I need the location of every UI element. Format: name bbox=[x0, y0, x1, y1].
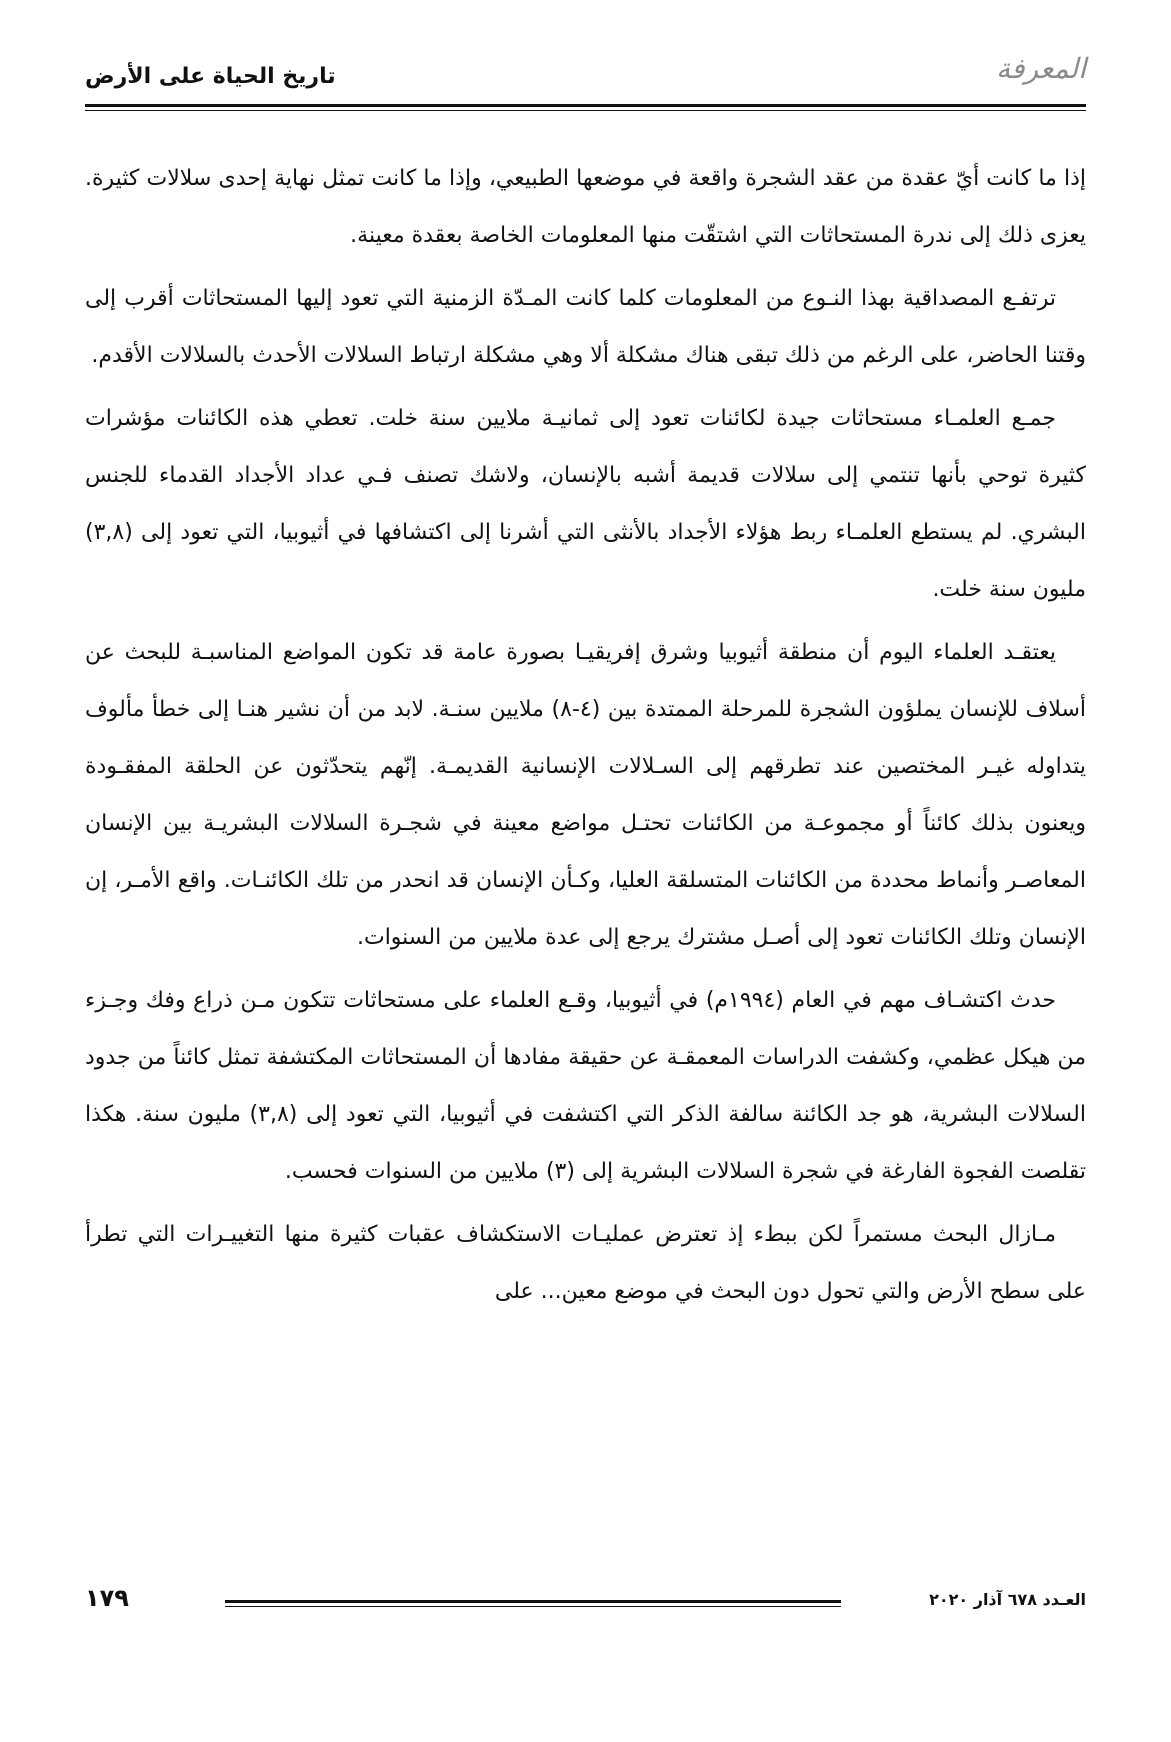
paragraph-3: جمـع العلمـاء مستحاثات جيدة لكائنات تعود إلى ثمانيـة ملايين سنة خلت. تعطي هذه الكائنات مؤشرات كثيرة توحي بأنها تنتمي إلى سلالات قديمة أشبه بالإنسان، ولاشك تصنف فـي عداد الأجداد القدماء للجنس البشري. لم يستطع العلمـاء ربط هؤلاء الأجداد بالأنثى التي أشرنا إلى اكتشافها في أثيوبيا، التي تعود إلى (٣,٨) مليون سنة خلت. bbox=[85, 406, 1086, 602]
paragraph-6: مـازال البحث مستمراً لكن ببطء إذ تعترض عمليـات الاستكشاف عقبات كثيرة منها التغييـرات التي تطرأ على سطح الأرض والتي تحول دون البحث في موضع معين... على bbox=[85, 1222, 1086, 1304]
page-number: ١٧٩ bbox=[85, 1584, 129, 1612]
header-rule-thin bbox=[85, 110, 1086, 111]
page-header bbox=[85, 44, 1086, 102]
header-rule-thick bbox=[85, 104, 1086, 107]
paragraph-4: يعتقـد العلماء اليوم أن منطقة أثيوبيا وشرق إفريقيـا بصورة عامة قد تكون المواضع المناسبـة للبحث عن أسلاف للإنسان يملؤون الشجرة للمرحلة الممتدة بين (٤-٨) ملايين سنـة. لابد من أن نشير هنـا إلى خطأ مألوف يتداوله غيـر المختصين عند تطرقهم إلى السـلالات الإنسانية القديمـة. إنّهم يتحدّثون عن الحلقة المفقـودة ويعنون بذلك كائناً أو مجموعـة من الكائنات تحتـل مواضع معينة في شجـرة السلالات البشريـة بين الإنسان المعاصـر وأنماط محددة من الكائنات المتسلقة العليا، وكـأن الإنسان قد انحدر من تلك الكائنـات. واقع الأمـر، إن الإنسان وتلك الكائنات تعود إلى أصـل مشترك يرجع إلى عدة ملايين من السنوات. bbox=[85, 640, 1086, 950]
page-footer bbox=[85, 1584, 1086, 1624]
footer-rule-thick bbox=[225, 1600, 841, 1603]
paragraph-5: حدث اكتشـاف مهم في العام (١٩٩٤م) في أثيوبيا، وقـع العلماء على مستحاثات تتكون مـن ذراع وفك وجـزء من هيكل عظمي، وكشفت الدراسات المعمقـة عن حقيقة مفادها أن المستحاثات المكتشفة تمثل كائناً من جدود السلالات البشرية، هو جد الكائنة سالفة الذكر التي اكتشفت في أثيوبيا، التي تعود إلى (٣,٨) مليون سنة. هكذا تقلصت الفجوة الفارغة في شجرة السلالات البشرية إلى (٣) ملايين من السنوات فحسب. bbox=[85, 988, 1087, 1184]
footer-rule-thin bbox=[225, 1606, 841, 1607]
running-title: تاريخ الحياة على الأرض bbox=[85, 64, 336, 89]
article-body bbox=[85, 150, 1086, 1326]
issue-info: العـدد ٦٧٨ آذار ٢٠٢٠ bbox=[929, 1590, 1086, 1609]
magazine-logo: المعرفة bbox=[996, 52, 1086, 85]
paragraph-1: إذا ما كانت أيّ عقدة من عقد الشجرة واقعة في موضعها الطبيعي، وإذا ما كانت تمثل نهاية إحدى سلالات كثيرة. يعزى ذلك إلى ندرة المستحاثات التي اشتقّت منها المعلومات الخاصة بعقدة معينة. bbox=[85, 166, 1086, 248]
paragraph-2: ترتفـع المصداقية بهذا النـوع من المعلومات كلما كانت المـدّة الزمنية التي تعود إليها المستحاثات أقرب إلى وقتنا الحاضر، على الرغم من ذلك تبقى هناك مشكلة ألا وهي مشكلة ارتباط السلالات الأحدث بالسلالات الأقدم. bbox=[85, 286, 1086, 368]
